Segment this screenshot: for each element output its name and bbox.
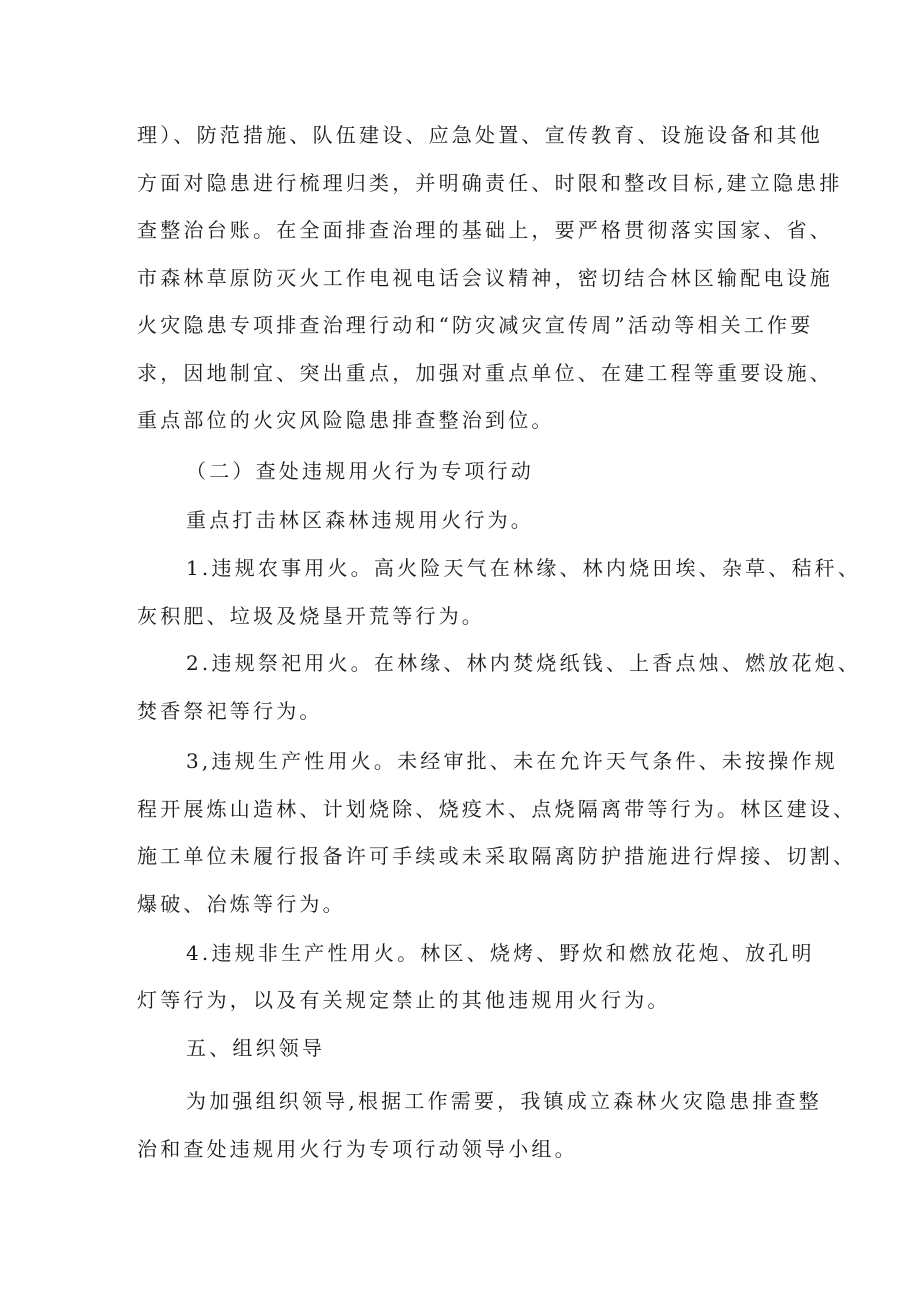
body-text-line: 求，因地制宜、突出重点，加强对重点单位、在建工程等重要设施、 (137, 361, 833, 385)
body-text-line: 查整治台账。在全面排查治理的基础上，要严格贯彻落实国家、省、 (137, 218, 833, 242)
list-item-line: 2.违规祭祀用火。在林缘、林内焚烧纸钱、上香点烛、燃放花炮、 (186, 651, 862, 675)
list-item-line: 焚香祭祀等行为。 (137, 699, 323, 723)
body-text-line: 理）、防范措施、队伍建设、应急处置、宣传教育、设施设备和其他 (137, 123, 823, 147)
body-text-line: 为加强组织领导,根据工作需要，我镇成立森林火灾隐患排查整 (186, 1089, 822, 1113)
body-text-line: 治和查处违规用火行为专项行动领导小组。 (137, 1137, 578, 1161)
body-text-line: 市森林草原防灭火工作电视电话会议精神，密切结合林区输配电设施 (137, 266, 833, 290)
body-text-line: 火灾隐患专项排查治理行动和“防灾减灾宣传周”活动等相关工作要 (137, 313, 814, 337)
body-text-line: 重点打击林区森林违规用火行为。 (186, 508, 534, 532)
list-item-line: 灯等行为，以及有关规定禁止的其他违规用火行为。 (137, 988, 671, 1012)
list-item-line: 程开展炼山造林、计划烧除、烧疫木、点烧隔离带等行为。林区建设、 (137, 797, 857, 821)
list-item-line: 施工单位未履行报备许可手续或未采取隔离防护措施进行焊接、切割、 (137, 844, 857, 868)
list-item-line: 4.违规非生产性用火。林区、烧烤、野炊和燃放花炮、放孔明 (186, 941, 815, 965)
list-item-line: 3,违规生产性用火。未经审批、未在允许天气条件、未按操作规 (186, 749, 838, 773)
list-item-line: 1.违规农事用火。高火险天气在林缘、林内烧田埃、杂草、秸秆、 (186, 556, 862, 580)
body-text-line: 重点部位的火灾风险隐患排查整治到位。 (137, 408, 555, 432)
body-text-line: 方面对隐患进行梳理归类，并明确责任、时限和整改目标,建立隐患排 (137, 171, 843, 195)
list-item-line: 爆破、冶炼等行为。 (137, 892, 346, 916)
section-heading: （二）查处违规用火行为专项行动 (186, 459, 534, 483)
list-item-line: 灰积肥、垃圾及烧垦开荒等行为。 (137, 604, 485, 628)
section-heading: 五、组织领导 (186, 1036, 326, 1060)
